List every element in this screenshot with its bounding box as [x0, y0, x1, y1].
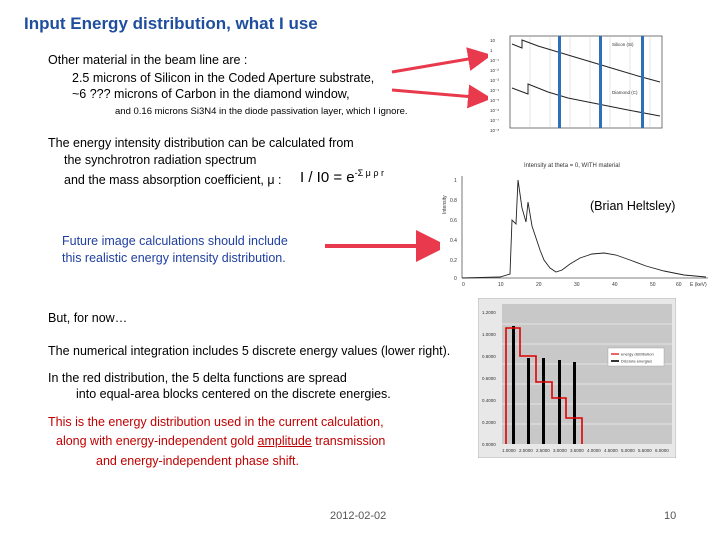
- abs-ytick-8: 10⁻⁷: [490, 118, 500, 123]
- blue-marker-1: [558, 36, 561, 128]
- dist-ytick-1: 1.0000: [482, 332, 496, 337]
- dist-xtick-0: 1.0000: [502, 448, 516, 453]
- numerical-text: The numerical integration includes 5 discrete energy values (lower right).: [48, 344, 451, 358]
- intensity-chart-title: Intensity at theta = 0, WITH material: [524, 163, 620, 169]
- discrete-bar-1: [512, 326, 515, 444]
- abs-legend-carbon: Diamond (C): [612, 90, 638, 95]
- dist-xtick-3: 3.0000: [553, 448, 567, 453]
- abs-ytick-3: 10⁻²: [490, 68, 499, 73]
- int-ytick-5: 0: [454, 276, 457, 282]
- energy-text-1: The energy intensity distribution can be calculated from: [48, 136, 354, 150]
- intensity-chart: [440, 156, 715, 290]
- absorption-chart: [488, 30, 668, 140]
- final-text-amplitude: amplitude: [257, 434, 312, 448]
- future-text-1: Future image calculations should include: [62, 234, 288, 248]
- int-ytick-0: 1: [454, 178, 457, 184]
- intensity-y-label: Intensity: [442, 195, 448, 214]
- abs-legend-silicon: Silicon (Si): [612, 42, 634, 47]
- nitride-text: and 0.16 microns Si3N4 in the diode passivation layer, which I ignore.: [115, 106, 408, 117]
- abs-ytick-6: 10⁻⁵: [490, 98, 500, 103]
- red-dist-text-1: In the red distribution, the 5 delta functions are spread: [48, 371, 347, 385]
- carbon-text: ~6 ??? microns of Carbon in the diamond window,: [72, 87, 350, 101]
- formula-exponent: -Σ μ ρ r: [354, 168, 384, 178]
- int-xtick-6: 60: [676, 282, 682, 288]
- int-ytick-3: 0.4: [450, 238, 457, 244]
- dist-xtick-1: 2.0000: [519, 448, 533, 453]
- dist-xtick-6: 4.5000: [604, 448, 618, 453]
- arrow-carbon: [392, 90, 486, 98]
- dist-ytick-3: 0.6000: [482, 376, 496, 381]
- abs-ytick-0: 10: [490, 38, 496, 43]
- energy-distribution-chart: [478, 298, 676, 458]
- int-xtick-3: 30: [574, 282, 580, 288]
- int-xtick-0: 0: [462, 282, 465, 288]
- int-xtick-2: 20: [536, 282, 542, 288]
- final-text-1: This is the energy distribution used in the current calculation,: [48, 415, 384, 429]
- arrow-silicon: [392, 56, 486, 72]
- dist-xtick-5: 4.0000: [587, 448, 601, 453]
- final-text-2c: transmission: [311, 434, 386, 448]
- dist-legend-black: Discrete energies: [621, 358, 653, 364]
- dist-xtick-7: 5.0000: [621, 448, 635, 453]
- abs-ytick-1: 1: [490, 48, 493, 53]
- dist-xtick-9: 6.0000: [655, 448, 669, 453]
- abs-ytick-5: 10⁻⁴: [490, 88, 500, 93]
- dist-ytick-0: 1.2000: [482, 310, 496, 315]
- slide-title: Input Energy distribution, what I use: [24, 14, 318, 33]
- but-now-text: But, for now…: [48, 311, 128, 325]
- formula-main: I / I0 = e: [300, 169, 355, 186]
- energy-text-2: the synchrotron radiation spectrum: [64, 153, 257, 167]
- energy-text-3: and the mass absorption coefficient, μ :: [64, 173, 282, 187]
- final-text-2a: along with energy-independent gold: [56, 434, 258, 448]
- dist-xtick-2: 2.5000: [536, 448, 550, 453]
- dist-legend-red: energy distribution: [621, 351, 654, 357]
- red-dist-text-2: into equal-area blocks centered on the discrete energies.: [76, 387, 391, 401]
- abs-ytick-9: 10⁻⁸: [490, 128, 500, 133]
- silicon-text: 2.5 microns of Silicon in the Coded Aperture substrate,: [72, 71, 375, 85]
- final-text-3: and energy-independent phase shift.: [96, 454, 299, 468]
- int-ytick-1: 0.8: [450, 198, 457, 204]
- discrete-bar-4: [558, 360, 561, 444]
- discrete-bar-2: [527, 358, 530, 444]
- abs-ytick-2: 10⁻¹: [490, 58, 499, 63]
- blue-marker-2: [599, 36, 602, 128]
- blue-marker-3: [641, 36, 644, 128]
- int-xtick-1: 10: [498, 282, 504, 288]
- credit-text: (Brian Heltsley): [590, 199, 676, 213]
- int-x-label: E (keV): [690, 282, 707, 288]
- footer-date: 2012-02-02: [330, 510, 387, 522]
- dist-ytick-5: 0.2000: [482, 420, 496, 425]
- int-ytick-2: 0.6: [450, 218, 457, 224]
- dist-ytick-2: 0.8000: [482, 354, 496, 359]
- int-xtick-4: 40: [612, 282, 618, 288]
- other-material-text: Other material in the beam line are :: [48, 53, 248, 67]
- dist-ytick-6: 0.0000: [482, 442, 496, 447]
- int-ytick-4: 0.2: [450, 258, 457, 264]
- discrete-bar-5: [573, 362, 576, 444]
- abs-ytick-4: 10⁻³: [490, 78, 499, 83]
- dist-ytick-4: 0.4000: [482, 398, 496, 403]
- abs-ytick-7: 10⁻⁶: [490, 108, 500, 113]
- page-number: 10: [664, 510, 677, 522]
- future-text-2: this realistic energy intensity distribution.: [62, 251, 286, 265]
- int-xtick-5: 50: [650, 282, 656, 288]
- discrete-bar-3: [542, 358, 545, 444]
- dist-xtick-4: 3.5000: [570, 448, 584, 453]
- dist-xtick-8: 5.5000: [638, 448, 652, 453]
